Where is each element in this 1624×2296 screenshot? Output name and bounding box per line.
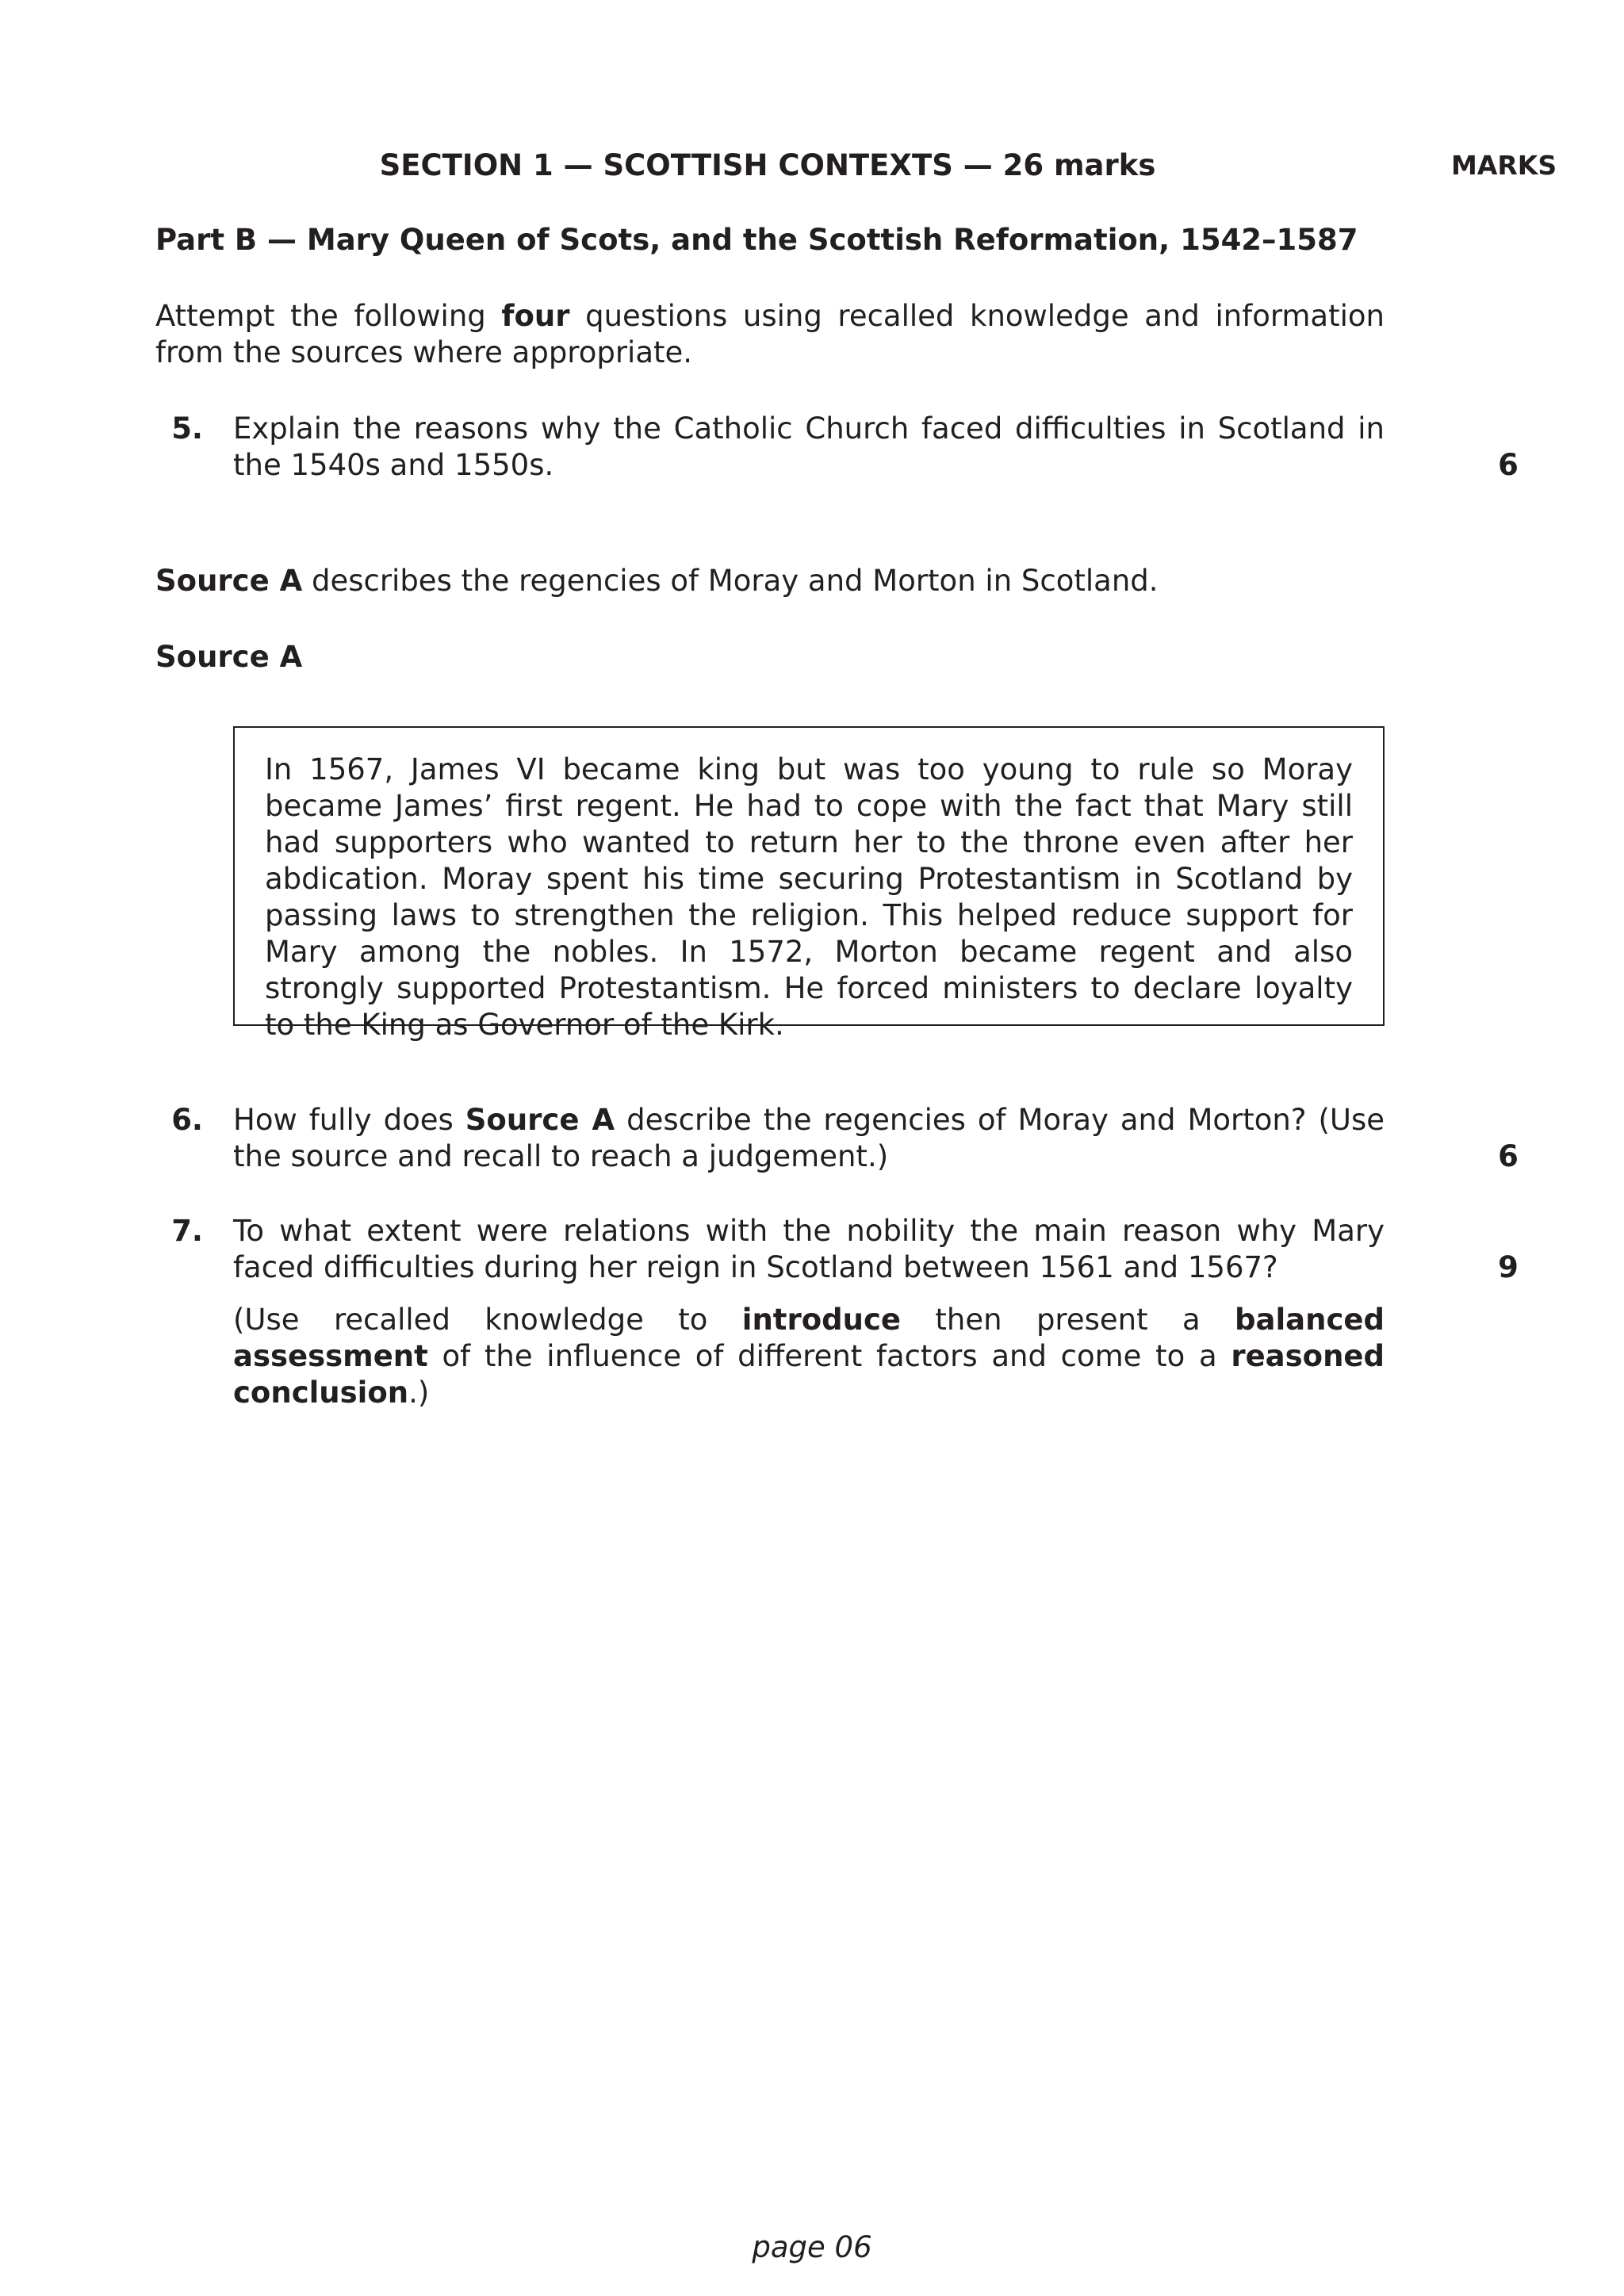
question-6-text-start: How fully does	[233, 1103, 465, 1137]
question-5-text: Explain the reasons why the Catholic Church faced difficulties in Scotland in the 1540s and 1550s.	[233, 411, 1385, 482]
q7-note-part-1: (Use recalled knowledge to	[233, 1303, 742, 1337]
instruction-text-start: Attempt the following	[155, 299, 502, 333]
instruction-emphasis: four	[501, 299, 570, 333]
question-7-instructions	[233, 1302, 1385, 1411]
question-6-marks: 6	[1498, 1139, 1519, 1173]
source-intro-text: describes the regencies of Moray and Morton in Scotland.	[302, 564, 1159, 598]
q7-note-bold-3: reasoned conclusion	[233, 1339, 1385, 1410]
q7-note-bold-2: balanced assessment	[233, 1303, 1385, 1373]
source-a-text: In 1567, James VI became king but was too young to rule so Moray became James’ first regent. He had to cope with the fact that Mary still had supporters who wanted to return her to the throne even after her abdication. Moray spent his time securing Protestantism in Scotland by passing laws to strengthen the religion. This helped reduce support for Mary among the nobles. In 1572, Morton became regent and also strongly supported Protestantism. He forced ministers to declare loyalty to the King as Governor of the Kirk.	[265, 752, 1353, 1042]
question-6-text	[233, 1102, 1385, 1175]
source-intro-label: Source A	[155, 564, 303, 598]
question-7-text: To what extent were relations with the nobility the main reason why Mary faced difficulties during her reign in Scotland between 1561 and 1567?	[233, 1214, 1385, 1284]
source-a-box	[233, 726, 1385, 1042]
q7-note-part-3: of the influence of different factors and come to a	[427, 1339, 1231, 1373]
part-title: Part B — Mary Queen of Scots, and the Scottish Reformation, 1542–1587	[155, 223, 1358, 257]
instruction-text-end: questions using recalled knowledge and information from the sources where appropriate.	[155, 299, 1385, 369]
question-6-source-ref: Source A	[465, 1103, 615, 1137]
question-5-number: 5.	[171, 411, 203, 446]
question-7-marks: 9	[1498, 1250, 1519, 1284]
source-heading: Source A	[155, 640, 303, 674]
source-introduction	[155, 563, 1159, 599]
question-5-marks: 6	[1498, 448, 1519, 482]
instructions	[155, 298, 1385, 371]
section-title: SECTION 1 — SCOTTISH CONTEXTS — 26 marks	[379, 148, 1156, 182]
question-7-number: 7.	[171, 1214, 203, 1248]
page-number: page 06	[752, 2230, 872, 2264]
q7-note-bold-1: introduce	[741, 1303, 902, 1337]
q7-note-part-4: .)	[408, 1376, 430, 1410]
marks-column-heading: MARKS	[1451, 150, 1557, 181]
question-6-number: 6.	[171, 1103, 203, 1137]
q7-note-part-2: then present a	[901, 1303, 1235, 1337]
question-6-text-end: describe the regencies of Moray and Morton? (Use the source and recall to reach a judgement.)	[233, 1103, 1385, 1173]
